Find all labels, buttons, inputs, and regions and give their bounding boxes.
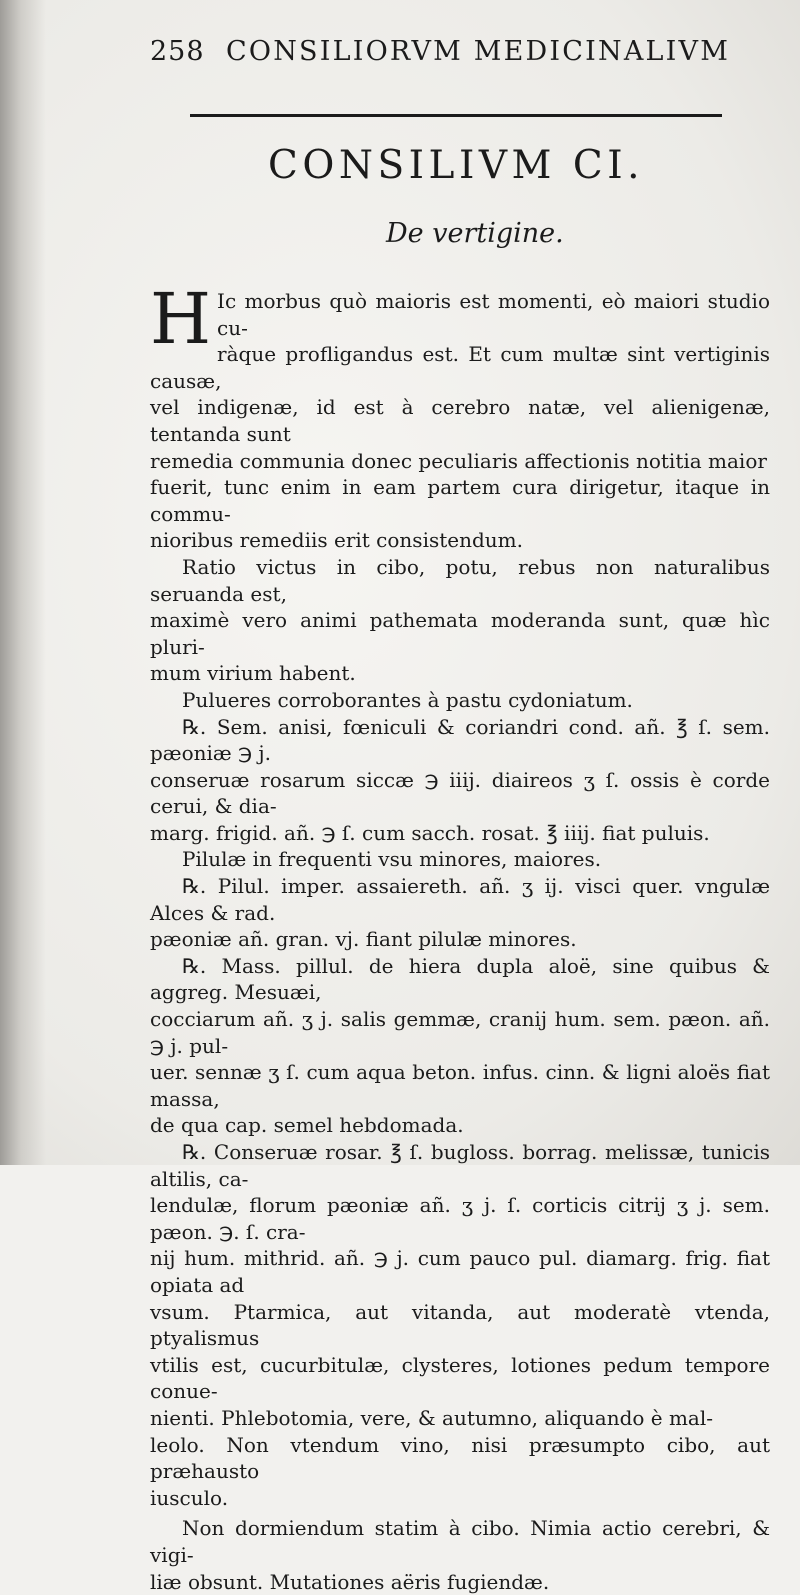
body-text	[150, 288, 770, 1595]
paragraph-1	[150, 288, 770, 554]
text-line: Pilulæ in frequenti vsu minores, maiores.	[150, 846, 770, 873]
text-line: conseruæ rosarum siccæ ℈ iiij. diaireos ʒ ſ. ossis è corde cerui, & dia-	[150, 767, 770, 820]
page-number: 258	[150, 36, 205, 67]
paragraph-9	[150, 1515, 770, 1595]
text-line: pæoniæ añ. gran. vj. fiant pilulæ minores.	[150, 926, 770, 953]
text-line: remedia communia donec peculiaris affectionis notitia maior	[150, 448, 770, 475]
text-line: leolo. Non vtendum vino, nisi præsumpto cibo, aut præhausto	[150, 1432, 770, 1485]
text-line: Pulueres corroborantes à pastu cydoniatum.	[150, 687, 770, 714]
text-line: cocciarum añ. ʒ j. salis gemmæ, cranij hum. sem. pæon. añ. ℈ j. pul-	[150, 1006, 770, 1059]
text-line: vtilis est, cucurbitulæ, clysteres, lotiones pedum tempore conue-	[150, 1352, 770, 1405]
drop-cap: H	[150, 292, 211, 346]
text-line: ℞. Mass. pillul. de hiera dupla aloë, sine quibus & aggreg. Mesuæi,	[150, 953, 770, 1006]
running-head: CONSILIORVM MEDICINALIVM	[226, 36, 730, 67]
text-line: marg. frigid. añ. ℈ ſ. cum sacch. rosat. ℥ iiij. fiat puluis.	[150, 820, 770, 847]
recipe-2	[150, 873, 770, 953]
chapter-subtitle: De vertigine.	[386, 218, 564, 249]
text-line: nienti. Phlebotomia, vere, & autumno, aliquando è mal-	[150, 1405, 770, 1432]
header-rule	[190, 114, 722, 117]
paragraph-5	[150, 846, 770, 873]
recipe-4	[150, 1139, 770, 1511]
text-line: ℞. Sem. anisi, fœniculi & coriandri cond. añ. ℥ ſ. sem. pæoniæ ℈ j.	[150, 714, 770, 767]
text-line: mum virium habent.	[150, 660, 770, 687]
page-header	[150, 36, 740, 76]
recipe-3	[150, 953, 770, 1139]
chapter-title: CONSILIVM CI.	[268, 143, 644, 188]
text-line: fuerit, tunc enim in eam partem cura dirigetur, itaque in commu-	[150, 474, 770, 527]
paragraph-3	[150, 687, 770, 714]
gutter-shadow	[0, 0, 46, 1165]
text-line: nioribus remediis erit consistendum.	[150, 527, 770, 554]
text-line: Ratio victus in cibo, potu, rebus non naturalibus seruanda est,	[150, 554, 770, 607]
text-line: uer. sennæ ʒ ſ. cum aqua beton. infus. cinn. & ligni aloës fiat massa,	[150, 1059, 770, 1112]
text-line: nij hum. mithrid. añ. ℈ j. cum pauco pul. diamarg. frig. fiat opiata ad	[150, 1245, 770, 1298]
text-line: vel indigenæ, id est à cerebro natæ, vel alienigenæ, tentanda sunt	[150, 394, 770, 447]
text-line: ℞. Conseruæ rosar. ℥ ſ. bugloss. borrag. melissæ, tunicis altilis, ca-	[150, 1139, 770, 1192]
text-line: ℞. Pilul. imper. assaiereth. añ. ʒ ij. visci quer. vngulæ Alces & rad.	[150, 873, 770, 926]
text-line: iusculo.	[150, 1485, 770, 1512]
paragraph-2	[150, 554, 770, 687]
recipe-1	[150, 714, 770, 847]
text-line: lendulæ, florum pæoniæ añ. ʒ j. ſ. corticis citrij ʒ j. sem. pæon. ℈. ſ. cra-	[150, 1192, 770, 1245]
text-line: maximè vero animi pathemata moderanda sunt, quæ hìc pluri-	[150, 607, 770, 660]
text-line: ràque profligandus est. Et cum multæ sint vertiginis causæ,	[150, 341, 770, 394]
text-line: Non dormiendum statim à cibo. Nimia actio cerebri, & vigi-	[150, 1515, 770, 1568]
text-line: liæ obsunt. Mutationes aëris fugiendæ.	[150, 1569, 770, 1595]
text-line: vsum. Ptarmica, aut vitanda, aut moderatè vtenda, ptyalismus	[150, 1299, 770, 1352]
text-line: Ic morbus quò maioris est momenti, eò maiori studio cu-	[150, 288, 770, 341]
text-line: de qua cap. semel hebdomada.	[150, 1112, 770, 1139]
